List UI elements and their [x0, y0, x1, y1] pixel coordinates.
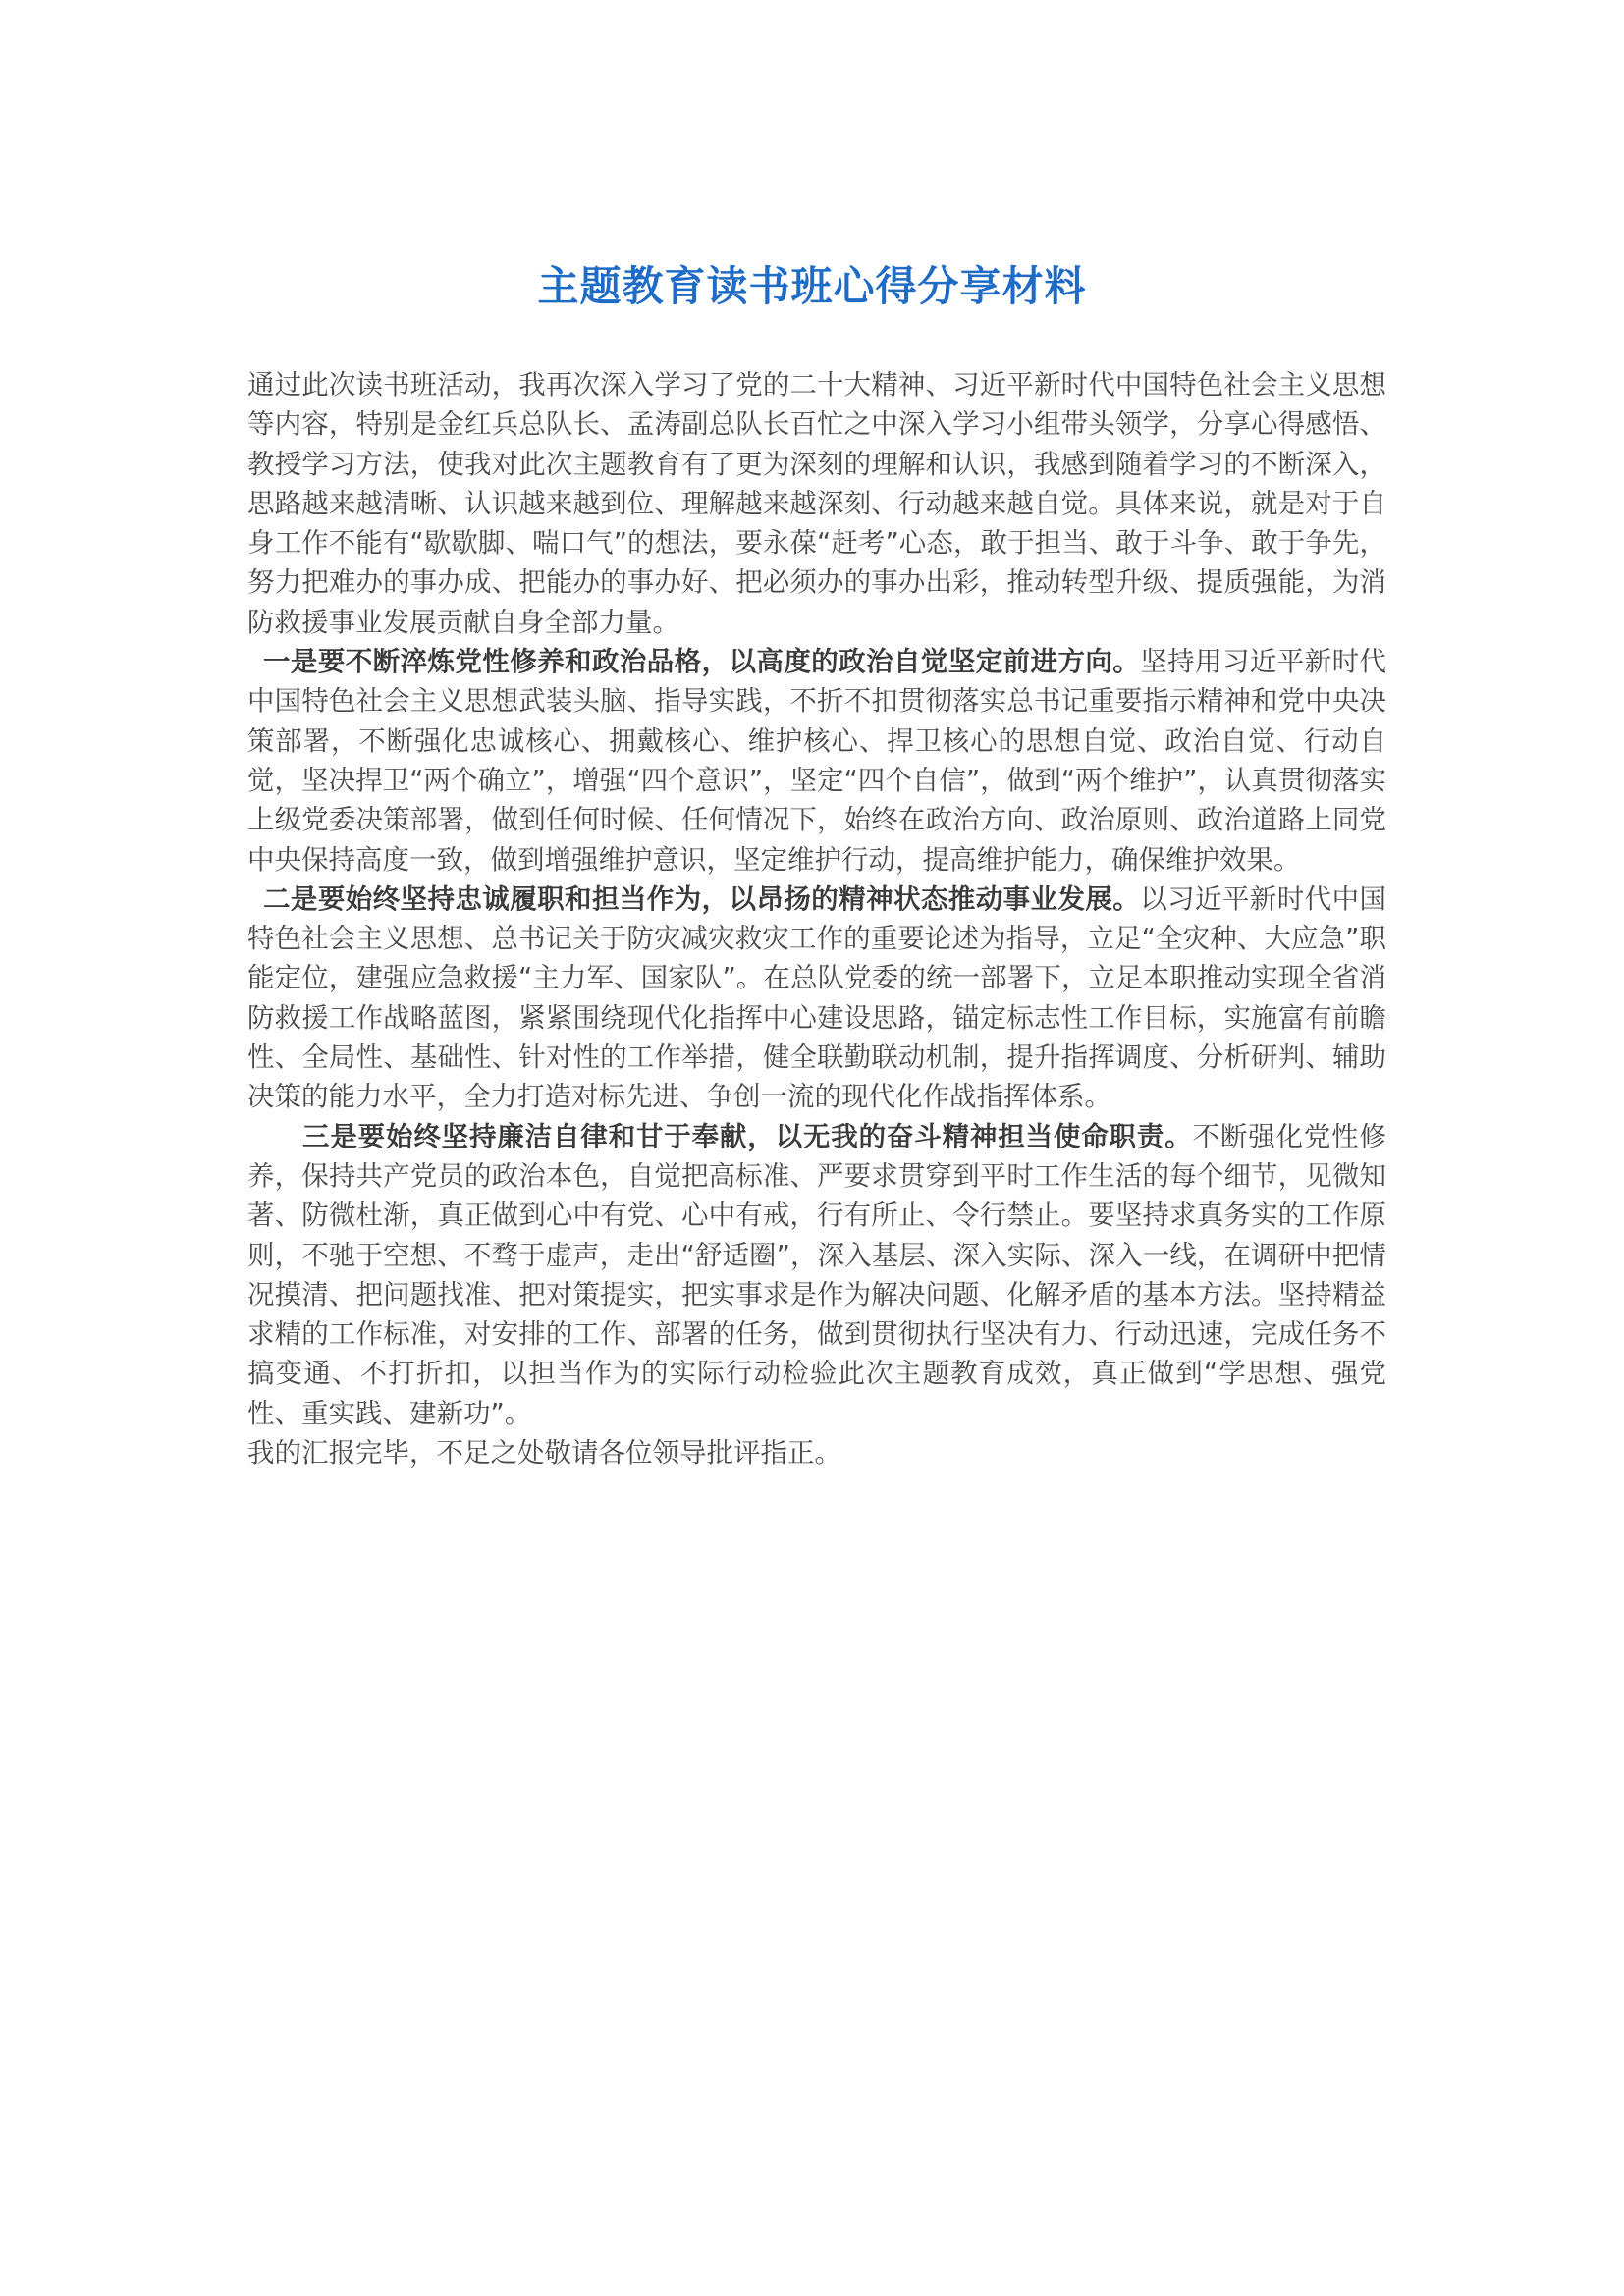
paragraph-lead: 一是要不断淬炼党性修养和政治品格，以高度的政治自觉坚定前进方向。	[263, 646, 1141, 678]
paragraph-lead: 二是要始终坚持忠诚履职和担当作为，以昂扬的精神状态推动事业发展。	[263, 882, 1141, 915]
paragraph-text: 以习近平新时代中国特色社会主义思想、总书记关于防灾减灾救灾工作的重要论述为指导，立足“全灾种、大应急”职能定位，建强应急救援“主力军、国家队”。在总队党委的统一部署下，立足本职推动实现全省消防救援工作战略蓝图，紧紧围绕现代化指挥中心建设思路，锚定标志性工作目标，实施富有前瞻性、全局性、基础性、针对性的工作举措，健全联勤联动机制，提升指挥调度、分析研判、辅助决策的能力水平，全力打造对标先进、争创一流的现代化作战指挥体系。	[247, 882, 1387, 1113]
paragraph-point-one	[247, 642, 1386, 880]
paragraph-text: 我的汇报完毕，不足之处敬请各位领导批评指正。	[247, 1437, 841, 1469]
paragraph-intro	[247, 365, 1386, 642]
paragraph-text: 不断强化党性修养，保持共产党员的政治本色，自觉把高标准、严要求贯穿到平时工作生活的每个细节，见微知著、防微杜渐，真正做到心中有党、心中有戒，行有所止、令行禁止。要坚持求真务实的工作原则，不驰于空想、不骛于虚声，走出“舒适圈”，深入基层、深入实际、深入一线，在调研中把情况摸清、把问题找准、把对策提实，把实事求是作为解决问题、化解矛盾的基本方法。坚持精益求精的工作标准，对安排的工作、部署的任务，做到贯彻执行坚决有力、行动迅速，完成任务不搞变通、不打折扣，以担当作为的实际行动检验此次主题教育成效，真正做到“学思想、强党性、重实践、建新功”。	[247, 1120, 1387, 1429]
paragraph-point-three	[247, 1117, 1386, 1433]
document-body	[247, 365, 1386, 1472]
paragraph-lead: 三是要始终坚持廉洁自律和甘于奉献，以无我的奋斗精神担当使命职责。	[302, 1120, 1193, 1152]
document-title: 主题教育读书班心得分享材料	[537, 262, 1087, 310]
paragraph-point-two	[247, 880, 1386, 1117]
paragraph-text: 通过此次读书班活动，我再次深入学习了党的二十大精神、习近平新时代中国特色社会主义思想等内容，特别是金红兵总队长、孟涛副总队长百忙之中深入学习小组带头领学，分享心得感悟、教授学习方法，使我对此次主题教育有了更为深刻的理解和认识，我感到随着学习的不断深入，思路越来越清晰、认识越来越到位、理解越来越深刻、行动越来越自觉。具体来说，就是对于自身工作不能有“歇歇脚、喘口气”的想法，要永葆“赶考”心态，敢于担当、敢于斗争、敢于争先，努力把难办的事办成、把能办的事办好、把必须办的事办出彩，推动转型升级、提质强能，为消防救援事业发展贡献自身全部力量。	[247, 369, 1386, 638]
paragraph-closing	[247, 1433, 1386, 1472]
paragraph-text: 坚持用习近平新时代中国特色社会主义思想武装头脑、指导实践，不折不扣贯彻落实总书记重要指示精神和党中央决策部署，不断强化忠诚核心、拥戴核心、维护核心、捍卫核心的思想自觉、政治自觉、行动自觉，坚决捍卫“两个确立”，增强“四个意识”，坚定“四个自信”，做到“两个维护”，认真贯彻落实上级党委决策部署，做到任何时候、任何情况下，始终在政治方向、政治原则、政治道路上同党中央保持高度一致，做到增强维护意识，坚定维护行动，提高维护能力，确保维护效果。	[247, 646, 1387, 876]
